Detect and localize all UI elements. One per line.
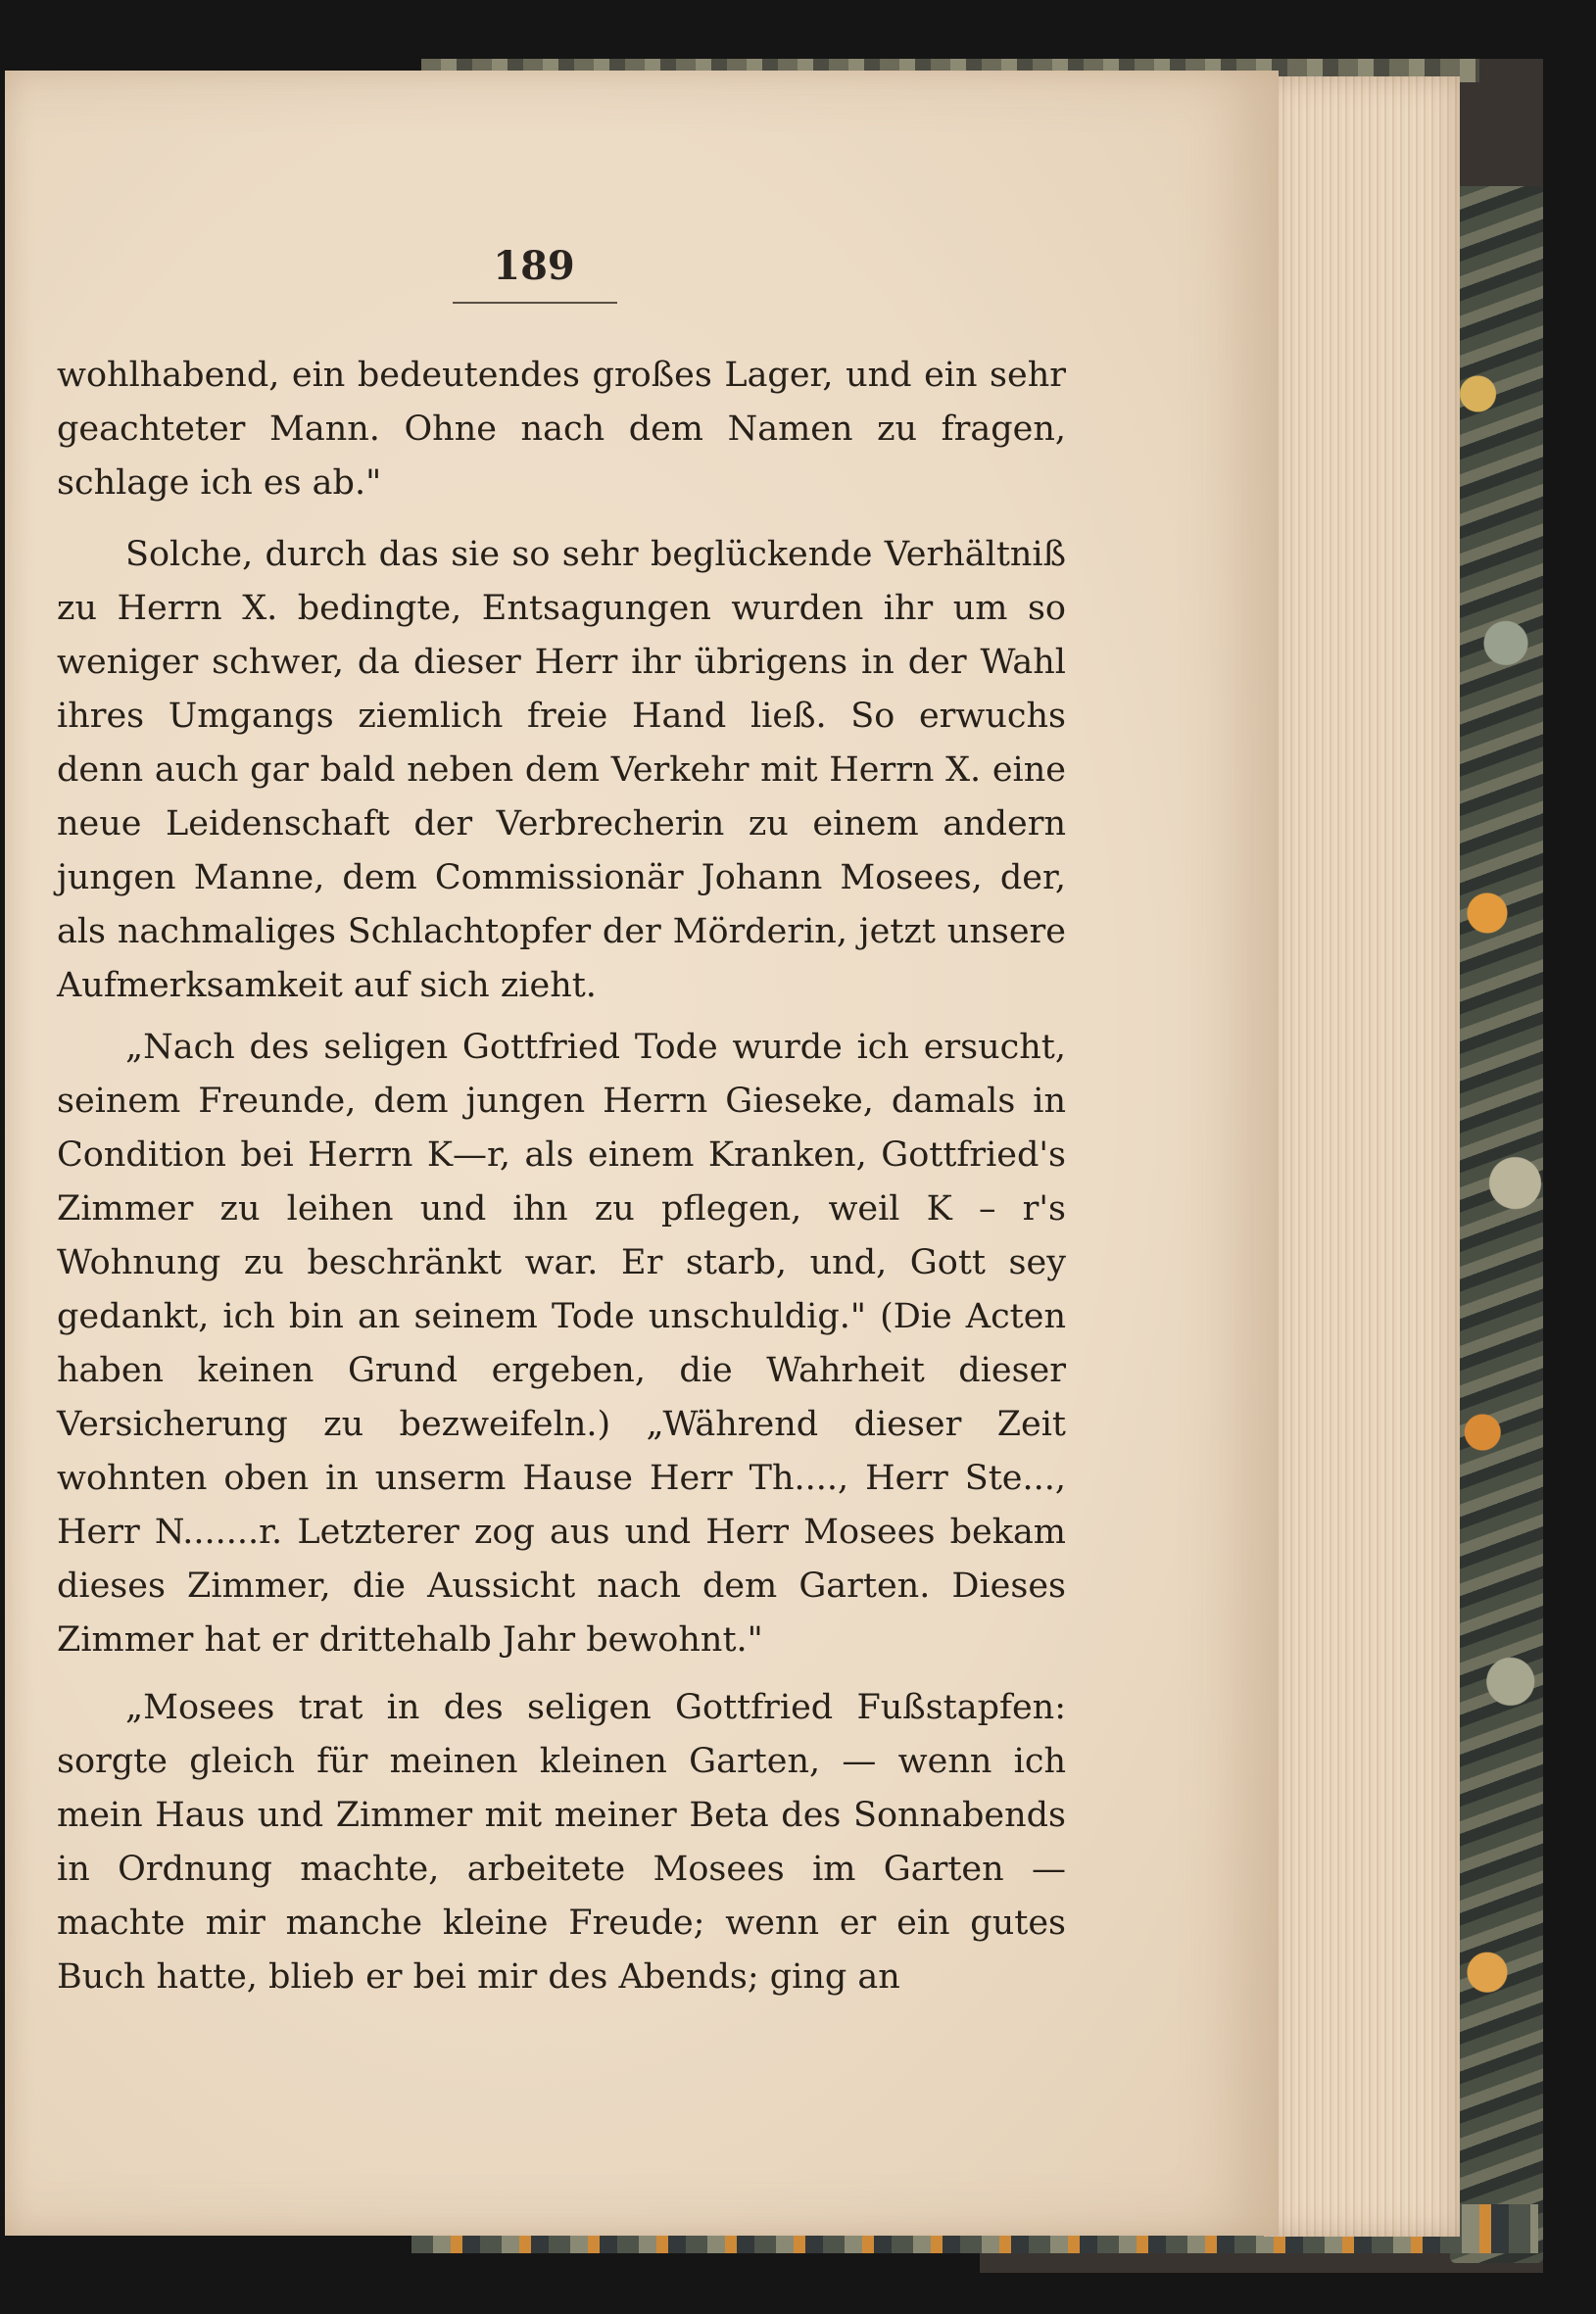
header-rule <box>453 302 617 304</box>
page-number: 189 <box>493 243 575 289</box>
paragraph: „Mosees trat in des seligen Gottfried Fußstapfen: sorgte gleich für meinen kleinen Garten, — wenn ich mein Haus und Zimmer mit meiner Beta des Sonnabends in Ordnung machte, arbeitete Mosees im Garten — machte mir manche kleine Freude; wenn er ein gutes Buch hatte, blieb er bei mir des Abends; ging an <box>57 1688 1066 1997</box>
page-fore-edge <box>1264 76 1460 2237</box>
marbled-cover-edge <box>1450 186 1543 2263</box>
paragraph: wohlhabend, ein bedeutendes großes Lager, und ein sehr geachteter Mann. Ohne nach dem Namen zu fragen, schlage ich es ab." <box>57 356 1066 503</box>
paragraph: „Nach des seligen Gottfried Tode wurde ich ersucht, seinem Freunde, dem jungen Herrn Gieseke, damals in Condition bei Herrn K—r, als einem Kranken, Gottfried's Zimmer zu leihen und ihn zu pflegen, weil K – r's Wohnung zu beschränkt war. Er starb, und, Gott sey gedankt, ich bin an seinem Tode unschuldig." (Die Acten haben keinen Grund ergeben, die Wahrheit dieser Versicherung zu bezweifeln.) „Während dieser Zeit wohnten oben in unserm Hause Herr Th...., Herr Ste..., Herr N.......r. Letzterer zog aus und Herr Mosees bekam dieses Zimmer, die Aussicht nach dem Garten. Dieses Zimmer hat er drittehalb Jahr bewohnt." <box>57 1028 1066 1660</box>
paragraph: Solche, durch das sie so sehr beglückende Verhältniß zu Herrn X. bedingte, Entsagungen wurden ihr um so weniger schwer, da dieser Herr ihr übrigens in der Wahl ihres Umgangs ziemlich freie Hand ließ. So erwuchs denn auch gar bald neben dem Verkehr mit Herrn X. eine neue Leidenschaft der Verbrecherin zu einem andern jungen Manne, dem Commissionär Johann Mosees, der, als nachmaliges Schlachtopfer der Mörderin, jetzt unsere Aufmerksamkeit auf sich zieht. <box>57 535 1066 1005</box>
page-body <box>57 349 1066 2004</box>
